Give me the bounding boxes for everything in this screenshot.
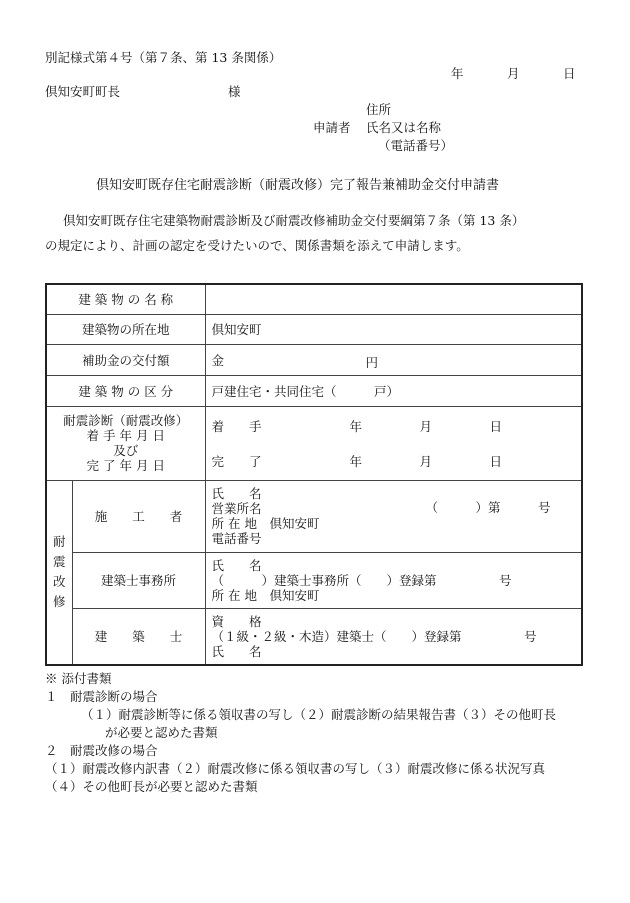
subsidy-amount-label: 補助金の交付額 (46, 344, 205, 375)
finish-year: 年 (349, 453, 363, 469)
work-dates-label-line3: 及び (113, 443, 139, 458)
contractor-paren-number: （ ）第 号 (425, 500, 551, 515)
work-dates-label (46, 406, 205, 480)
work-dates-field[interactable] (205, 406, 582, 480)
date-month-label: 月 (507, 66, 520, 81)
architect-label: 建 築 士 (72, 608, 205, 665)
finish-day: 日 (489, 453, 503, 469)
row-building-location (46, 314, 582, 344)
architect-qualification-label: 資 格 (211, 613, 262, 629)
start-day: 日 (489, 418, 503, 434)
contractor-label: 施 工 者 (72, 480, 205, 552)
finish-month: 月 (419, 453, 433, 469)
work-dates-label-line4: 完 了 年 月 日 (86, 458, 165, 473)
contractor-address: 所 在 地 倶知安町 (211, 516, 320, 531)
row-architect-office (46, 552, 582, 608)
seismic-retrofit-section-label (46, 480, 72, 665)
start-year: 年 (349, 418, 363, 434)
contractor-field[interactable] (205, 480, 582, 552)
row-subsidy-amount (46, 344, 582, 375)
contractor-name-label: 氏 名 (211, 486, 262, 501)
row-architect (46, 608, 582, 665)
section-label-char-3: 改 (52, 574, 66, 590)
start-month: 月 (419, 418, 433, 434)
building-class-field[interactable] (205, 375, 582, 406)
building-class-value: 戸建住宅・共同住宅（ 戸） (211, 383, 400, 399)
architect-name-label: 氏 名 (211, 643, 262, 659)
office-address: 所 在 地 倶知安町 (211, 587, 320, 603)
architect-office-label: 建築士事務所 (72, 552, 205, 608)
attachments-item2-heading: ２ 耐震改修の場合 (45, 743, 158, 758)
row-work-dates (46, 406, 582, 480)
architect-registration: （１級・２級・木造）建築士（ ）登録第 号 (211, 628, 537, 644)
date-day-label: 日 (563, 66, 576, 81)
finish-label: 完 了 (211, 453, 262, 469)
office-registration: （ ）建築士事務所（ ）登録第 号 (211, 572, 512, 588)
attachments-item1-line1: （１）耐震診断等に係る領収書の写し（２）耐震診断の結果報告書（３）その他町長 (81, 707, 557, 722)
building-name-label: 建 築 物 の 名 称 (46, 284, 205, 314)
contractor-phone-label: 電話番号 (211, 531, 262, 546)
honorific: 様 (228, 84, 241, 99)
address-label: 住所 (366, 102, 392, 117)
body-text-line1: 倶知安町既存住宅建築物耐震診断及び耐震改修補助金交付要綱第７条（第 13 条） (63, 213, 525, 228)
office-name-label: 氏 名 (211, 557, 262, 573)
row-building-class (46, 375, 582, 406)
building-location-value: 倶知安町 (211, 322, 262, 337)
addressee: 倶知安町町長 (45, 84, 121, 99)
building-name-field[interactable] (205, 284, 582, 314)
subsidy-unit: 円 (365, 354, 379, 370)
contractor-business-label: 営業所名 (211, 501, 262, 516)
section-label-char-1: 耐 (52, 534, 66, 550)
application-form-table (45, 283, 583, 666)
architect-field[interactable] (205, 608, 582, 665)
row-contractor (46, 480, 582, 552)
building-location-label: 建築物の所在地 (46, 314, 205, 344)
document-title: 倶知安町既存住宅耐震診断（耐震改修）完了報告兼補助金交付申請書 (96, 178, 500, 193)
start-label: 着 手 (211, 418, 262, 434)
subsidy-prefix: 金 (211, 352, 225, 368)
subsidy-amount-field[interactable] (205, 344, 582, 375)
section-label-char-4: 修 (52, 594, 66, 610)
building-class-label: 建 築 物 の 区 分 (46, 375, 205, 406)
form-number: 別記様式第４号（第７条、第 13 条関係） (45, 50, 282, 65)
section-label-char-2: 震 (52, 554, 66, 570)
work-dates-label-line2: 着 手 年 月 日 (86, 428, 165, 443)
work-dates-label-line1: 耐震診断（耐震改修） (63, 413, 189, 428)
attachments-item2-line1: （１）耐震改修内訳書（２）耐震改修に係る領収書の写し（３）耐震改修に係る状況写真 (45, 761, 546, 776)
architect-office-field[interactable] (205, 552, 582, 608)
applicant-label: 申請者 (313, 120, 351, 135)
attachments-heading: ※ 添付書類 (45, 671, 112, 686)
attachments-item1-heading: １ 耐震診断の場合 (45, 689, 158, 704)
building-location-field[interactable] (205, 314, 582, 344)
attachments-item1-line2: が必要と認めた書類 (105, 725, 218, 740)
attachments-item2-line2: （４）その他町長が必要と認めた書類 (45, 779, 258, 794)
row-building-name (46, 284, 582, 314)
name-label: 氏名又は名称 (366, 120, 442, 135)
body-text-line2: の規定により、計画の認定を受けたいので、関係書類を添えて申請します。 (45, 238, 469, 253)
date-year-label: 年 (451, 66, 464, 81)
phone-label: （電話番号） (378, 138, 454, 153)
